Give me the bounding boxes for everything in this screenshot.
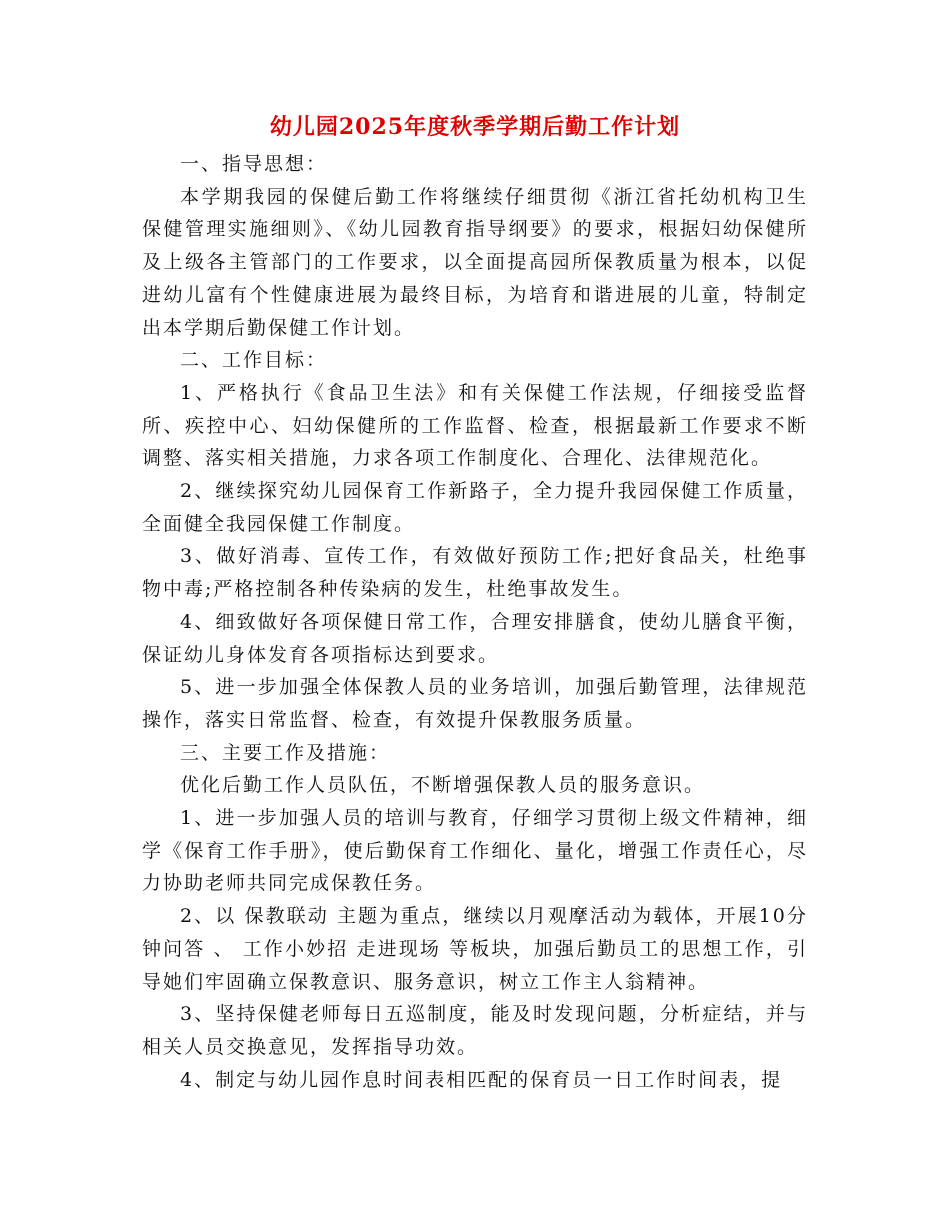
paragraph-guiding-ideology: 本学期我园的保健后勤工作将继续仔细贯彻《浙江省托幼机构卫生保健管理实施细则》、《幼儿园教育指导纲要》的要求，根据妇幼保健所及上级各主管部门的工作要求，以全面提高园所保教质量为根本，以促进幼儿富有个性健康进展为最终目标，为培育和谐进展的儿童，特制定出本学期后勤保健工作计划。 — [142, 185, 808, 339]
goal-item-1: 1、严格执行《食品卫生法》和有关保健工作法规，仔细接受监督所、疾控中心、妇幼保健所的工作监督、检查，根据最新工作要求不断调整、落实相关措施，力求各项工作制度化、合理化、法律规范化。 — [142, 381, 808, 470]
measure-item-3: 3、坚持保健老师每日五巡制度，能及时发现问题，分析症结，并与相关人员交换意见，发挥指导功效。 — [142, 1003, 808, 1058]
section-heading-main-work: 三、主要工作及措施： — [180, 741, 391, 764]
measure-item-1: 1、进一步加强人员的培训与教育，仔细学习贯彻上级文件精神，细学《保育工作手册》，使后勤保育工作细化、量化，增强工作责任心，尽力协助老师共同完成保教任务。 — [142, 807, 808, 895]
measure-item-4: 4、制定与幼儿园作息时间表相匹配的保育员一日工作时间表，提 — [180, 1068, 783, 1091]
subsection-intro: 优化后勤工作人员队伍，不断增强保教人员的服务意识。 — [180, 774, 706, 797]
section-heading-work-goals: 二、工作目标： — [180, 349, 328, 372]
document-body — [142, 148, 808, 1096]
measure-item-2: 2、以 保教联动 主题为重点，继续以月观摩活动为载体，开展10分钟问答 、 工作小妙招 走进现场 等板块，加强后勤员工的思想工作，引导她们牢固确立保教意识、服务意识，树立工作主人翁精神。 — [142, 905, 808, 993]
section-heading-guiding-ideology: 一、指导思想： — [180, 153, 328, 175]
goal-item-5: 5、进一步加强全体保教人员的业务培训，加强后勤管理，法律规范操作，落实日常监督、检查，有效提升保教服务质量。 — [142, 676, 808, 731]
document-title: 幼儿园2025年度秋季学期后勤工作计划 — [269, 114, 681, 140]
goal-item-2: 2、继续探究幼儿园保育工作新路子，全力提升我园保健工作质量，全面健全我园保健工作制度。 — [142, 480, 808, 535]
goal-item-4: 4、细致做好各项保健日常工作，合理安排膳食，使幼儿膳食平衡，保证幼儿身体发育各项指标达到要求。 — [142, 610, 808, 666]
goal-item-3: 3、做好消毒、宣传工作，有效做好预防工作;把好食品关，杜绝事物中毒;严格控制各种传染病的发生，杜绝事故发生。 — [142, 545, 808, 601]
